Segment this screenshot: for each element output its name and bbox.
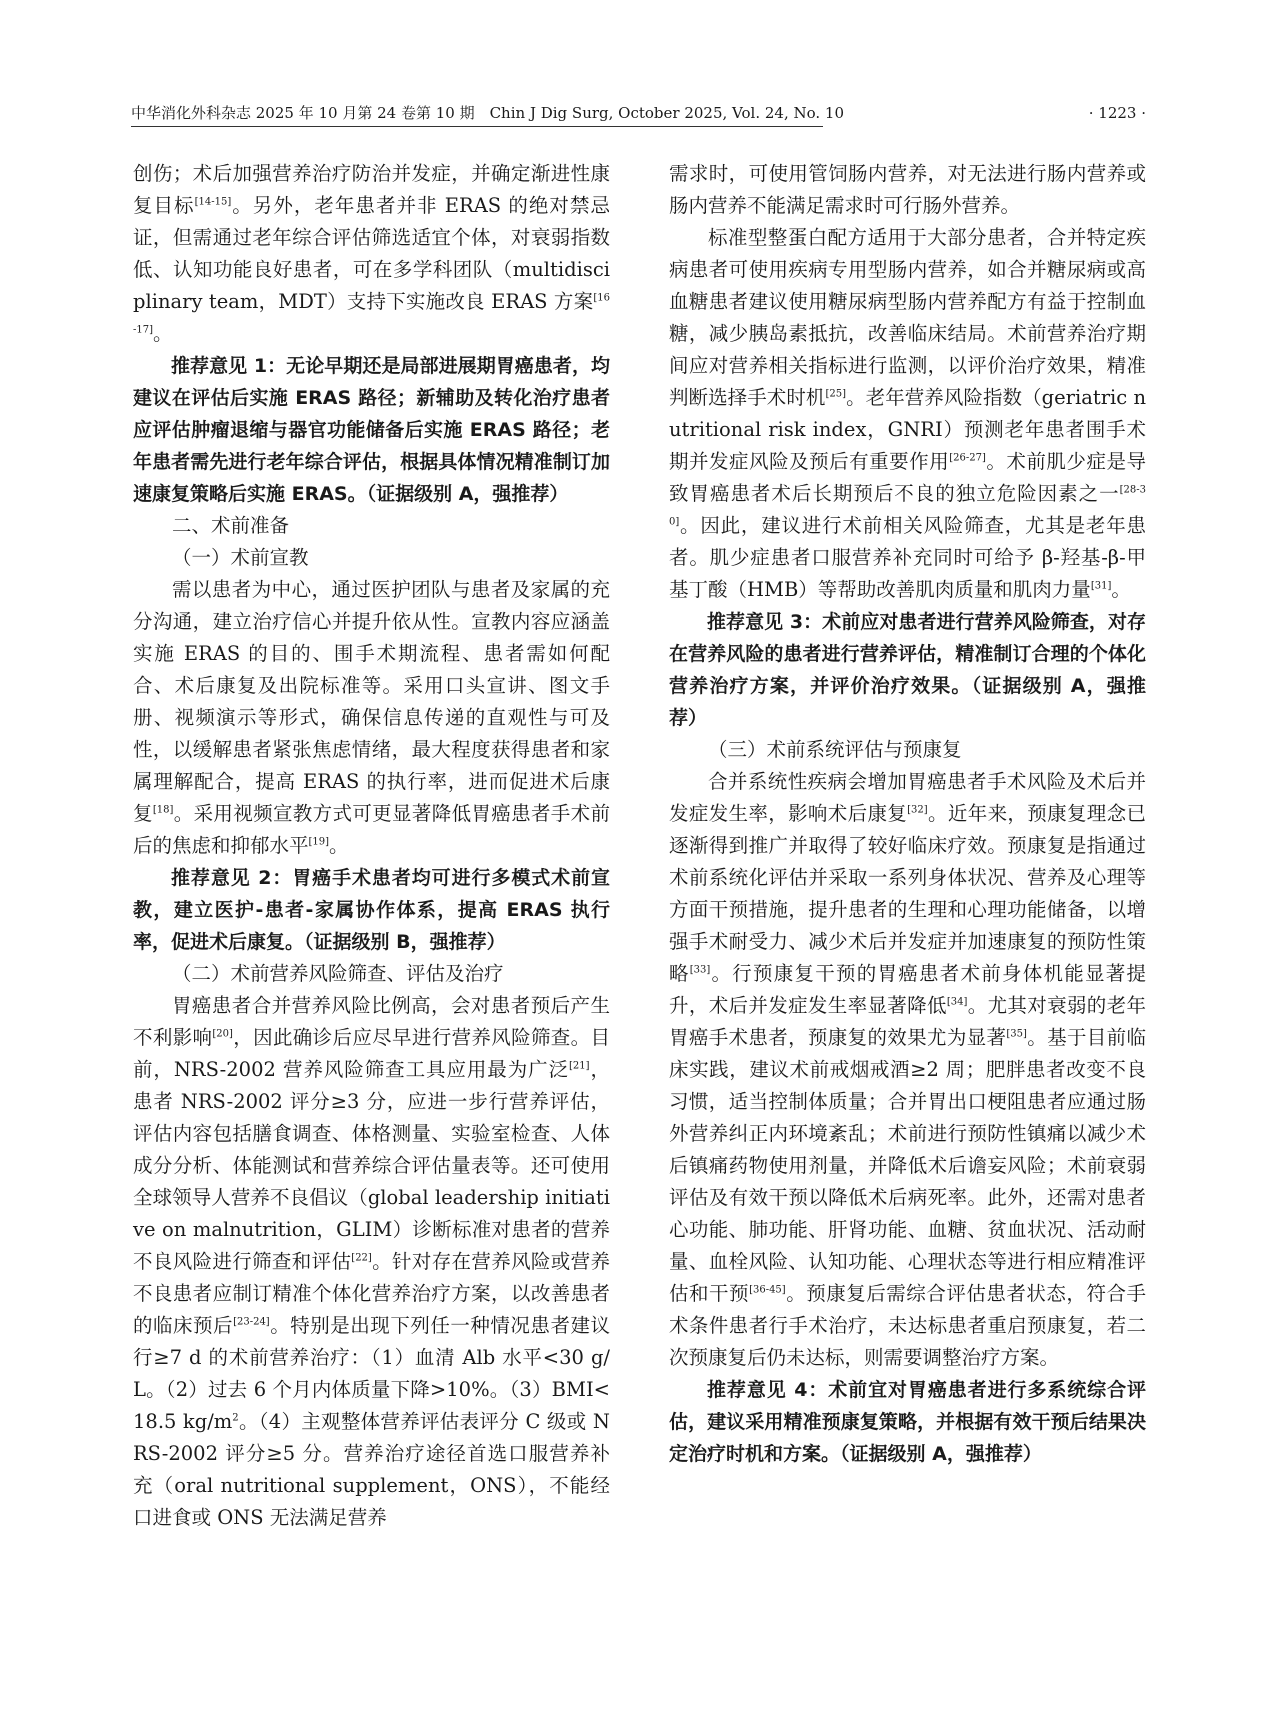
superscript: 2 <box>232 1412 239 1424</box>
paragraph-prehabilitation: 合并系统性疾病会增加胃癌患者手术风险及术后并发症发生率，影响术后康复[32]。近年来，预康复理念已逐渐得到推广并取得了较好临床疗效。预康复是指通过术前系统化评估并采取一系列身体状况、营养及心理等方面干预措施，提升患者的生理和心理功能储备，以增强手术耐受力、减少术后并发症并加速康复的预防性策略[33]。行预康复干预的胃癌患者术前身体机能显著提升，术后并发症发生率显著降低[34]。尤其对衰弱的老年胃癌手术患者，预康复的效果尤为显著[35]。基于目前临床实践，建议术前戒烟戒酒≥2 周；肥胖患者改变不良习惯，适当控制体质量；合并胃出口梗阻患者应通过肠外营养纠正内环境紊乱；术前进行预防性镇痛以减少术后镇痛药物使用剂量，并降低术后谵妄风险；术前衰弱评估及有效干预以降低术后病死率。此外，还需对患者心功能、肺功能、肝肾功能、血糖、贫血状况、活动耐量、血栓风险、认知功能、心理状态等进行相应精准评估和干预[36-45]。预康复后需综合评估患者状态，符合手术条件患者行手术治疗，未达标患者重启预康复，若二次预康复后仍未达标，则需要调整治疗方案。 <box>669 770 1146 1369</box>
paragraph-formula: 标准型整蛋白配方适用于大部分患者，合并特定疾病患者可使用疾病专用型肠内营养，如合并糖尿病或高血糖患者建议使用糖尿病型肠内营养配方有益于控制血糖，减少胰岛素抵抗，改善临床结局。术前营养治疗期间应对营养相关指标进行监测，以评价治疗效果，精准判断选择手术时机[25]。老年营养风险指数（geriatric nutritional risk index，GNRI）预测老年患者围手术期并发症风险及预后有重要作用[26-27]。术前肌少症是导致胃癌患者术后长期预后不良的独立危险因素之一[28-30]。因此，建议进行术前相关风险筛查，尤其是老年患者。肌少症患者口服营养补充同时可给予 β-羟基-β-甲基丁酸（HMB）等帮助改善肌肉质量和肌肉力量[31]。 <box>669 226 1146 601</box>
subsection-heading-prehabilitation: （三）术前系统评估与预康复 <box>708 738 962 761</box>
citation: [32] <box>907 804 928 816</box>
paragraph-nutrition: 胃癌患者合并营养风险比例高，会对患者预后产生不利影响[20]，因此确诊后应尽早进行营养风险筛查。目前，NRS-2002 营养风险筛查工具应用最为广泛[21]，患者 NRS-2002 评分≥3 分，应进一步行营养评估，评估内容包括膳食调查、体格测量、实验室检查、人体成分分析、体能测试和营养综合评估量表等。还可使用全球领导人营养不良倡议（global leadership initiative on malnutrition，GLIM）诊断标准对患者的营养不良风险进行筛查和评估[22]。针对存在营养风险或营养不良患者应制订精准个体化营养治疗方案，以改善患者的临床预后[23-24]。特别是出现下列任一种情况患者建议行≥7 d 的术前营养治疗：（1）血清 Alb 水平<30 g/L。（2）过去 6 个月内体质量下降>10%。（3）BMI<18.5 $kg/m^2$。（4）主观整体营养评估表评分 C 级或 NRS-2002 评分≥5 分。营养治疗途径首选口服营养补充（oral nutritional supplement，ONS），不能经口进食或 ONS 无法满足营养 <box>133 994 610 1529</box>
running-head: 中华消化外科杂志 2025 年 10 月第 24 卷第 10 期 Chin J Dig Surg, October 2025, Vol. 24, No. 10 <box>131 104 845 122</box>
citation: [34] <box>946 996 968 1008</box>
citation: [20] <box>212 1028 233 1040</box>
citation: [28-30] <box>669 484 1146 528</box>
page-header <box>131 100 1146 128</box>
recommendation-1: 推荐意见 1：无论早期还是局部进展期胃癌患者，均建议在评估后实施 ERAS 路径；新辅助及转化治疗患者应评估肿瘤退缩与器官功能储备后实施 ERAS 路径；老年患者需先进行老年综合评估，根据具体情况精准制订加速康复策略后实施 ERAS。（证据级别 A，强推荐） <box>133 355 610 505</box>
citation: [21] <box>569 1060 590 1072</box>
citation: [33] <box>689 964 711 976</box>
citation: [16-17] <box>133 292 610 336</box>
section-heading-preoperative: 二、术前准备 <box>172 514 290 537</box>
subsection-heading-nutrition: （二）术前营养风险筛查、评估及治疗 <box>172 962 504 985</box>
paragraph-education: 需以患者为中心，通过医护团队与患者及家属的充分沟通，建立治疗信心并提升依从性。宣教内容应涵盖实施 ERAS 的目的、围手术期流程、患者需如何配合、术后康复及出院标准等。采用口头宣讲、图文手册、视频演示等形式，确保信息传递的直观性与可及性，以缓解患者紧张焦虑情绪，最大程度获得患者和家属理解配合，提高 ERAS 的执行率，进而促进术后康复[18]。采用视频宣教方式可更显著降低胃癌患者手术前后的焦虑和抑郁水平[19]。 <box>133 578 610 857</box>
citation: [31] <box>1090 580 1112 592</box>
citation: [22] <box>351 1252 372 1264</box>
citation: [35] <box>1006 1028 1027 1040</box>
citation: [23-24] <box>233 1316 270 1328</box>
paragraph-continued: 需求时，可使用管饲肠内营养，对无法进行肠内营养或肠内营养不能满足需求时可行肠外营养。 <box>669 162 1146 217</box>
page-number: · 1223 · <box>1088 104 1146 122</box>
citation: [19] <box>308 836 330 848</box>
subsection-heading-education: （一）术前宣教 <box>172 546 309 569</box>
recommendation-3: 推荐意见 3：术前应对患者进行营养风险筛查，对存在营养风险的患者进行营养评估，精准制订合理的个体化营养治疗方案，并评价治疗效果。（证据级别 A，强推荐） <box>669 611 1146 729</box>
header-rule <box>131 126 823 127</box>
right-column <box>669 158 1146 1470</box>
citation: [25] <box>825 388 847 400</box>
paragraph-continued: 创伤；术后加强营养治疗防治并发症，并确定渐进性康复目标[14-15]。另外，老年患者并非 ERAS 的绝对禁忌证，但需通过老年综合评估筛选适宜个体，对衰弱指数低、认知功能良好患者，可在多学科团队（multidisciplinary team，MDT）支持下实施改良 ERAS 方案[16-17]。 <box>133 162 610 345</box>
recommendation-4: 推荐意见 4：术前宜对胃癌患者进行多系统综合评估，建议采用精准预康复策略，并根据有效干预后结果决定治疗时机和方案。（证据级别 A，强推荐） <box>669 1379 1146 1465</box>
citation: [14-15] <box>194 196 232 208</box>
recommendation-2: 推荐意见 2：胃癌手术患者均可进行多模式术前宣教，建立医护-患者-家属协作体系，提高 ERAS 执行率，促进术后康复。（证据级别 B，强推荐） <box>133 867 610 953</box>
citation: [18] <box>152 804 174 816</box>
citation: [36-45] <box>749 1284 786 1296</box>
left-column <box>133 158 610 1534</box>
citation: [26-27] <box>949 452 986 464</box>
